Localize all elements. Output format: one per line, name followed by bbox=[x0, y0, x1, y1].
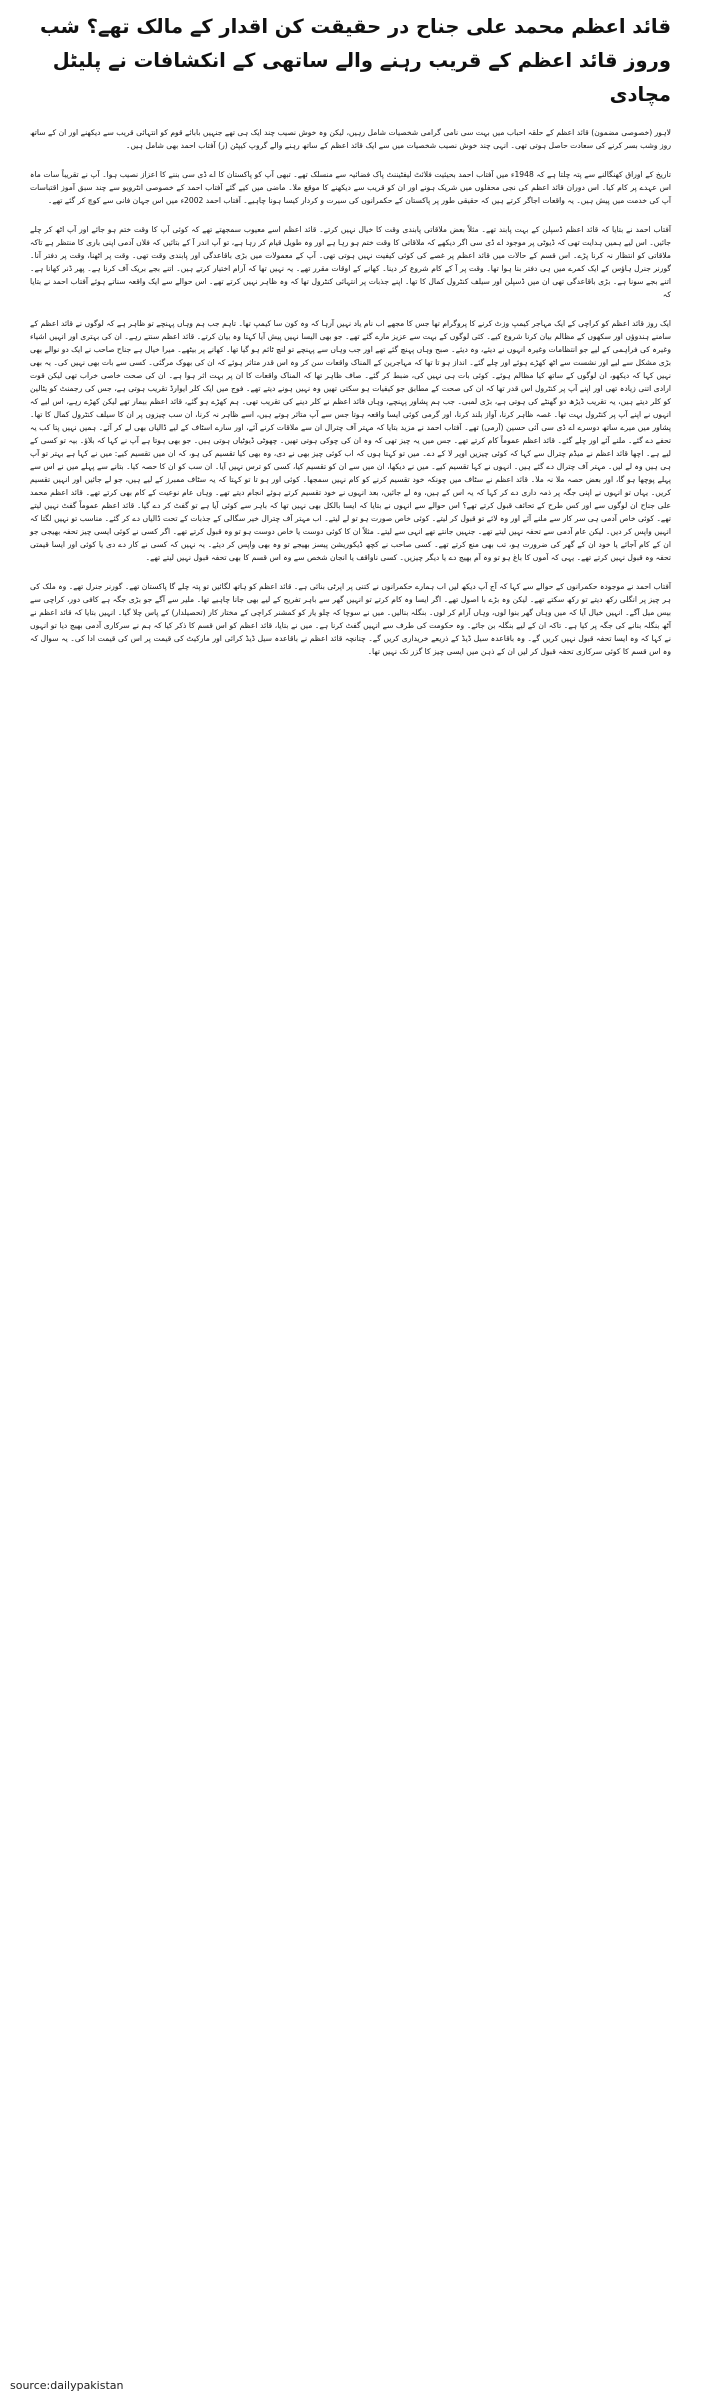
article-paragraph: لاہور (خصوصی مضمون) قائد اعظم کے حلقہ احباب میں بہت سی نامی گرامی شخصیات شامل رہیں، لیکن وہ خوش نصیب چند ایک ہی تھے جنہیں بابائے قوم کو انتہائی قریب سے دیکھنے اور ان کے ساتھ روز وشب بسر کرنے کی سعادت حاصل ہوتی تھی۔ انہی چند خوش نصیب شخصیات میں سے ایک قائد اعظم کے ساتھ رہنے والے گروپ کیپٹن (ر) آفتاب احمد بھی شامل ہیں۔ bbox=[30, 128, 671, 150]
article-paragraph: ایک روز قائد اعظم کو کراچی کے ایک مہاجر کیمپ وزٹ کرنے کا پروگرام تھا جس کا مجھے اب نام یاد نہیں آرہا کہ وہ کون سا کیمپ تھا۔ تاہم جب ہم وہاں پہنچے تو ظاہر ہے کہ لوگوں نے قائد اعظم کے سامنے ہندوؤں اور سکھوں کے مظالم بیان کرنا شروع کیے۔ کئی لوگوں کے بہت سے عزیز مارے گئے تھے۔ جو بھی الیسا نہیں پیش آیا کہتا وہ بیان کرتے۔ قائد اعظم سنتے رہے۔ ان کی بہتری اور انہیں اشیاء وغیرہ کی فراہمی کے لیے جو انتظامات وغیرہ انہوں نے دیئے، وہ دیئے۔ صبح وہاں پہنچ گئے تھے اور جب وہاں سے پہنچے تو لنچ ٹائم ہو گیا تھا۔ کھانے پر بیٹھے۔ میرا خیال ہے جناح صاحب نے ایک دو نوالے بھی بڑی مشکل سے لیے اور نشست سے اٹھ کھڑے ہوئے اور چلے گئے۔ انداز ہو تا تھا کہ مہاجرین کے المناک واقعات سن کر وہ اس قدر متاثر ہوئے کہ ان کی بھوک مرگئی۔ کسی سے بات بھی نہیں کی۔ یہ بھی نہیں کہا کہ دیکھو، ان لوگوں کے ساتھ کیا مظالم ہوئے۔ کوئی بات ہی نہیں کی، ضبط کر گئے۔ صاف ظاہر تھا کہ المناک واقعات کا ان پر بہت اثر ہوا ہے۔ ان کی صحت خاصی خراب تھی لیکن قوت ارادی اتنی زیادہ تھی اور اپنے آپ پر کنٹرول اس قدر تھا کہ ان کی صحت کے مطابق جو کیفیات ہو سکتی تھیں وہ نہیں ہونے دیتے تھے۔ فوج میں ایک کلر ایوارڈ تقریب ہوتی ہے، جس کی رجمنٹ کو بٹالین کو کلر دیتے ہیں، یہ تقریب ڈیڑھ دو گھنٹے کی ہوتی ہے، بڑی لمبی۔ جب ہم پشاور پہنچے، وہاں قائد اعظم نے کلر دینے کی تقریب تھی۔ ہم کھڑے ہو گئے، قائد اعظم بیمار تھے لیکن کھڑے رہے، اس لیے کہ انہوں نے اپنے آپ پر کنٹرول بہت تھا۔ غصہ ظاہر کرنا، آواز بلند کرنا، اور گرمی کوئی ایسا واقعہ ہوتا جس سے آپ متاثر ہوتے ہیں، اسے ظاہر نہ کرنا، ان سب چیزوں پر ان کا سیلف کنٹرول کمال کا تھا۔ پشاور میں میرے ساتھ دوسرے اے ڈی سی آئی حسین (آرمی) تھے۔ آفتاب احمد نے مزید بتایا کہ مہتر آف چترال ان سے ملاقات کرنے آئے، اور سارے اسٹاف کے لیے ڈالیاں بھی لے کر آئے۔ ہمیں نہیں پتا کب یہ تحفے دے گئے۔ ملنے آئے اور چلے گئے۔ قائد اعظم عموماً کام کرتے تھے۔ جس میں یہ چیز تھی کہ وہ ان کی چوکی ہوتی تھیں۔ چھوٹی ڈیوٹیاں ہوتی ہیں۔ جو بھی ہوتا ہے آپ نے کہا کہ بلاؤ۔ بیہ تو کسی کے لیے ہے۔ اچھا قائد اعظم نے میڈم چترال سے کہا کہ کوئی چیزیں اوپر لا کے دے۔ میں تو کہتا ہوں کہ اب کوئی چیز بھی نے دی، وہ بھی کیا تقسیم کی ہو، کہ ان میں تقسیم کیے: میں نے کہا ہے بہتر تو آپ ہی ہیں وہ لے لیں۔ مہتر آف چترال دے گئے ہیں۔ انہوں نے کہا تقسیم کیے۔ میں نے دیکھا، ان میں سے ان کو تقسیم کیا، کسی کو ترس نہیں آیا۔ ان سب کو ان کا حصہ کیا۔ بتانے سے پہلے میں نے اس سے پہلے پوچھا ہو گا، اور بعض حصہ ملا نہ ملا۔ قائد اعظم نے سٹاف میں چونکہ خود تقسیم کرنے کو کام نہیں سمجھا۔ کوئی اور ہو تا تو کہتا کہ یہ سٹاف ممبرز کے لیے ہیں، جو لے جائیں اور انہیں تقسیم کریں۔ یہاں تو انہوں نے اپنی جگہ پر ذمہ داری دے کر کہا کہ یہ اس کے ہیں، وہ لے جائیں، بعد انہوں نے خود تقسیم کرتے ہوئے انجام دیتے تھے۔ وہاں عام نوعیت کے کام بھی کرتے تھے۔ قائد اعظم محمد علی جناح ان لوگوں سے اور کس طرح کے تحائف قبول کرتے تھے؟ اس حوالے سے انہوں نے بتایا کہ ایسا بالکل بھی نہیں تھا کہ باہر سے کوئی آیا ہے تو گفٹ کر دے گیا۔ قائد اعظم عموماً گفٹ نہیں لیتے تھے۔ کوئی خاص آدمی ہی سر کار سے ملنے آئے اور وہ لائے تو قبول کر لیتے۔ کوئی خاص صورت ہو تو لے لیتے۔ اب مہتر آف چترال خیر سگالی کے جذبات کے تحت ڈالیاں دے کر گئے۔ مناسب تو نہیں لگتا کہ انہیں واپس کر دیں۔ لیکن عام آدمی سے تحفہ نہیں لیتے تھے۔ جنہیں جانتے تھے انہی سے لیتے۔ مثلاً ان کا کوئی دوست یا خاص دوست ہو تو وہ قبول کرتے تھے۔ اگر کسی نے کوئی ایسی چیز تحفہ بھیجی جو ان کے کام آجائے یا خود ان کے گھر کی ضرورت ہو، تب بھی منع کرتے تھے۔ کسی صاحب نے کچھ ڈیکوریشن پیسز بھیجے تو وہ بھی واپس کر دیئے۔ یہ نہیں کہ کسی نے کار دے دی یا کوئی اور ایسا قیمتی تحفہ وہ قبول نہیں کرتے تھے۔ یہی کہ آموں کا باغ ہو تو وہ آم بھیج دے یا دیگر چیزیں۔ کسی ناواقف یا انجان شخص سے وہ اس قسم کا بھی تحفہ قبول نہیں لیتے تھے۔ bbox=[30, 319, 671, 562]
article-paragraph: تاریخ کے اوراق کھنگالنے سے پتہ چلتا ہے کہ 1948ء میں آفتاب احمد بحیثیت فلائٹ لیفٹیننٹ پاک فضائیہ سے منسلک تھے۔ تبھی آپ کو پاکستان کا اے ڈی سی بننے کا اعزاز نصیب ہوا۔ آپ نے تقریباً سات ماہ اس عہدے پر کام کیا۔ اس دوران قائد اعظم کی نجی محفلوں میں شریک ہونے اور ان کو قریب سے دیکھنے کا موقع ملا۔ ماضی میں کیے گئے آفتاب احمد کے خصوصی انٹرویو سے چند سبق آموز اقتباسات آپ کی خدمت میں پیش ہیں۔ یہ واقعات اجاگر کرتے ہیں کہ حقیقی طور پر پاکستان کے حکمرانوں کی سیرت و کردار کیسا ہونا چاہیے۔ آفتاب احمد 2002ء میں اس جہان فانی سے کوچ کر گئے تھے۔ bbox=[30, 170, 671, 205]
article-paragraph: آفتاب احمد نے موجودہ حکمرانوں کے حوالے سے کہا کہ آج آپ دیکھ لیں اب ہمارے حکمرانوں نے کتنی پر اپرٹی بنائی ہے۔ قائد اعظم کو ہاتھ لگائیں تو پتہ چلے گا پاکستان تھے۔ گورنر جنرل تھے۔ وہ ملک کی ہر چیز پر انگلی رکھ دیتے تو رکھ سکتے تھے۔ لیکن وہ بڑے با اصول تھے۔ اگر ایسا وہ کام کرتے تو انہیں گھر سے باہر تفریح کے لیے بھی جانا چاہیے تھا۔ ملیر سے آگے جو بڑی جگہ ہے کافی دور، کراچی سے بیس میل آگے۔ انہیں خیال آیا کہ میں وہاں گھر بنوا لوں، وہاں آرام کر لوں۔ بنگلہ بنالیں۔ میں نے سوچا کہ چلو یار کو کمشنر کراچی کے مختار کار (تحصیلدار) کے پاس چلا گیا۔ انہیں بتایا کہ قائد اعظم نے آٹھ بنگلہ بنانے کی جگہ پر کیا ہے۔ تاکہ ان کے لیے بنگلہ بن جائے۔ وہ حکومت کی طرف سے انہیں گفٹ کرنا ہے۔ میں نے بتایا، قائد اعظم کو اس قسم کا ذکر کیا کہ ہم نے سرکاری آدمی بھیج دیا تو انہوں نے کہا کہ وہ ایسا تحفہ قبول نہیں کریں گے۔ وہ باقاعدہ سیل ڈیڈ کے ذریعے خریداری کریں گے۔ چنانچہ قائد اعظم نے باقاعدہ سیل ڈیڈ کرائی اور مارکیٹ کی قیمت پر اس کی قیمت ادا کی۔ یہ سوال کہ وہ اس قسم کا کوئی سرکاری تحفہ قبول کر لیں ان کے ذہن میں ایسی چیز کا گزر تک نہیں تھا۔ bbox=[30, 582, 671, 656]
article-headline: قائد اعظم محمد علی جناح در حقیقت کن اقدار کے مالک تھے؟ شب وروز قائد اعظم کے قریب رہنے والے ساتھی کے انکشافات نے پلیٹل مچادی bbox=[40, 15, 671, 106]
source-credit: source:dailypakistan bbox=[10, 2379, 124, 2392]
article-paragraph: آفتاب احمد نے بتایا کہ قائد اعظم ڈسپلن کے بہت پابند تھے۔ مثلاً بعض ملاقاتی پابندی وقت کا خیال نہیں کرتے۔ قائد اعظم اسے معیوب سمجھتے تھے کہ کوئی آپ کا وقت ختم ہو جائے اور آپ اٹھ کر چلے جائیں۔ اس لیے ہمیں ہدایت تھی کہ ڈیوٹی پر موجود اے ڈی سی اگر دیکھے کہ ملاقاتی کا وقت ختم ہو رہا ہے اور وہ طویل قیام کر رہا ہے، تو آپ اندر آ کے بتائیں کہ فلاں آدمی اپنی باری کا منتظر ہے تاکہ ملاقاتی کو انتظار نہ کرنا پڑے۔ اس قسم کے حالات میں قائد اعظم پر غصے کی کوئی کیفیت نہیں ہوتی تھی۔ آپ کے معمولات میں بڑی باقاعدگی اور پابندی وقت تھی۔ وقت پر اٹھنا، وقت پر دفتر آنا۔ گورنر جنرل ہاؤس کے ایک کمرے میں ہی دفتر بنا ہوا تھا۔ وقت پر آ کے کام شروع کر دینا۔ کھانے کے اوقات مقرر تھے۔ یہ نہیں تھا کہ آرام اختیار کرتے ہیں۔ اتنے بجے بریک آف کرنا ہے۔ پھر ڈنر کھانا ہے۔ اتنے بجے سونا ہے۔ بڑی باقاعدگی تھی ان میں ڈسپلن اور سیلف کنٹرول کمال کا تھا۔ اپنے جذبات پر انتہائی کنٹرول تھا کہ وہ ظاہر نہیں کرتے تھے۔ اس حوالے سے ایک واقعہ سناتے ہوئے آفتاب احمد نے بتایا کہ bbox=[30, 225, 671, 299]
